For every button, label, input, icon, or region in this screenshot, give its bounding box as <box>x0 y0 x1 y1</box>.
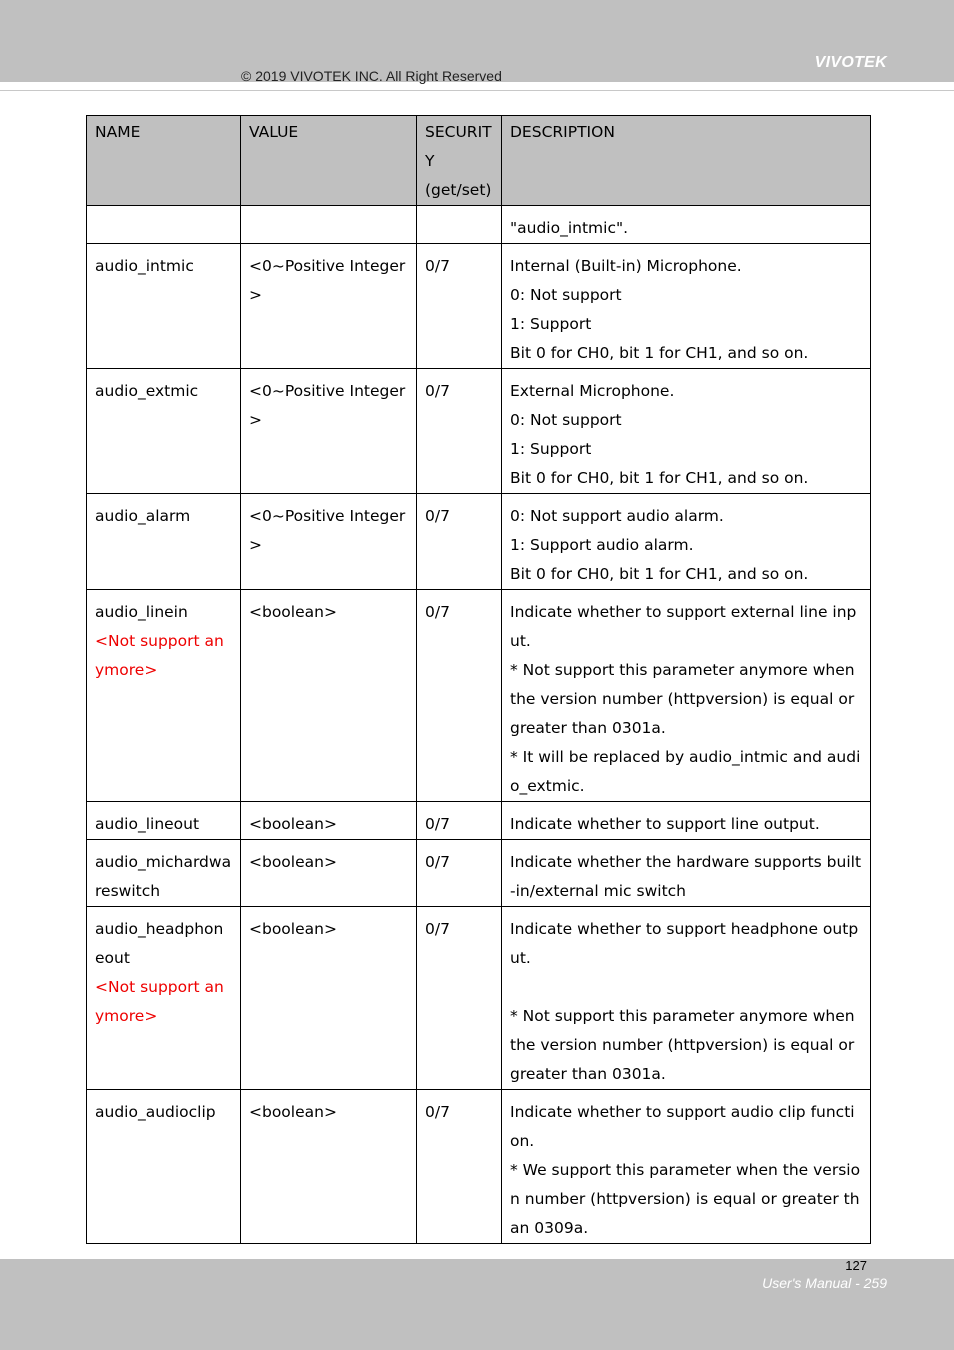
cell-name <box>87 907 241 1090</box>
desc-line: Indicate whether to support audio clip function. <box>510 1103 855 1150</box>
desc-line: Bit 0 for CH0, bit 1 for CH1, and so on. <box>510 469 809 487</box>
cell-security: 0/7 <box>417 369 502 494</box>
desc-line: * Not support this parameter anymore when the version number (httpversion) is equal or greater than 0301a. <box>510 661 855 737</box>
cell-description <box>502 907 871 1090</box>
param-name: audio_linein <box>95 603 188 621</box>
desc-line: Bit 0 for CH0, bit 1 for CH1, and so on. <box>510 565 809 583</box>
table-row <box>87 907 871 1090</box>
table-row <box>87 840 871 907</box>
table-row <box>87 369 871 494</box>
desc-line: 1: Support <box>510 440 592 458</box>
header-value: VALUE <box>241 116 417 206</box>
table-header-row <box>87 116 871 206</box>
desc-line: Indicate whether to support headphone output. <box>510 920 859 967</box>
cell-name: audio_alarm <box>87 494 241 590</box>
table-row <box>87 244 871 369</box>
cell-description <box>502 244 871 369</box>
table-row <box>87 590 871 802</box>
cell-security: 0/7 <box>417 802 502 840</box>
cell-security <box>417 206 502 244</box>
cell-security: 0/7 <box>417 907 502 1090</box>
manual-page-label: User's Manual - 259 <box>762 1275 887 1291</box>
header-security-line2: (get/set) <box>425 181 492 199</box>
desc-line: * Not support this parameter anymore when the version number (httpversion) is equal or greater than 0301a. <box>510 1007 855 1083</box>
cell-value: <boolean> <box>241 1090 417 1244</box>
parameter-table <box>86 115 871 1244</box>
cell-description <box>502 494 871 590</box>
header-divider <box>0 90 954 91</box>
desc-line: Indicate whether to support line output. <box>510 815 820 833</box>
cell-value: <boolean> <box>241 590 417 802</box>
table-row <box>87 494 871 590</box>
cell-description <box>502 1090 871 1244</box>
desc-line: Indicate whether the hardware supports built-in/external mic switch <box>510 853 862 900</box>
cell-name: audio_intmic <box>87 244 241 369</box>
desc-line: 1: Support audio alarm. <box>510 536 694 554</box>
desc-line: 1: Support <box>510 315 592 333</box>
cell-security: 0/7 <box>417 840 502 907</box>
desc-line: 0: Not support <box>510 286 622 304</box>
header-security-line1: SECURITY <box>425 123 492 170</box>
cell-security: 0/7 <box>417 590 502 802</box>
header-description: DESCRIPTION <box>502 116 871 206</box>
cell-name <box>87 590 241 802</box>
desc-line: Indicate whether to support external line input. <box>510 603 857 650</box>
cell-description <box>502 802 871 840</box>
cell-description <box>502 590 871 802</box>
cell-value: <0~Positive Integer> <box>241 244 417 369</box>
cell-name: audio_audioclip <box>87 1090 241 1244</box>
deprecated-note: <Not support anymore> <box>95 632 224 679</box>
desc-spacer <box>510 973 862 1002</box>
cell-description <box>502 206 871 244</box>
cell-name: audio_michardwareswitch <box>87 840 241 907</box>
desc-line: * We support this parameter when the version number (httpversion) is equal or greater than 0309a. <box>510 1161 861 1237</box>
cell-name: audio_lineout <box>87 802 241 840</box>
header-name: NAME <box>87 116 241 206</box>
cell-value: <boolean> <box>241 802 417 840</box>
cell-description <box>502 840 871 907</box>
copyright-text: © 2019 VIVOTEK INC. All Right Reserved <box>241 68 502 84</box>
brand-logo: VIVOTEK <box>814 54 887 71</box>
desc-line: "audio_intmic". <box>510 219 629 237</box>
cell-name <box>87 206 241 244</box>
cell-value <box>241 206 417 244</box>
footer-band <box>0 1259 954 1350</box>
cell-description <box>502 369 871 494</box>
cell-value: <0~Positive Integer> <box>241 369 417 494</box>
cell-name: audio_extmic <box>87 369 241 494</box>
cell-value: <boolean> <box>241 840 417 907</box>
table-row <box>87 802 871 840</box>
cell-security: 0/7 <box>417 494 502 590</box>
cell-security: 0/7 <box>417 244 502 369</box>
table-row <box>87 1090 871 1244</box>
desc-line: 0: Not support <box>510 411 622 429</box>
desc-line: Bit 0 for CH0, bit 1 for CH1, and so on. <box>510 344 809 362</box>
desc-line: 0: Not support audio alarm. <box>510 507 724 525</box>
desc-line: Internal (Built-in) Microphone. <box>510 257 742 275</box>
desc-line: * It will be replaced by audio_intmic and audio_extmic. <box>510 748 861 795</box>
page-number: 127 <box>845 1258 867 1273</box>
desc-line: External Microphone. <box>510 382 675 400</box>
param-name: audio_headphoneout <box>95 920 224 967</box>
cell-security: 0/7 <box>417 1090 502 1244</box>
deprecated-note: <Not support anymore> <box>95 978 224 1025</box>
cell-value: <boolean> <box>241 907 417 1090</box>
header-security <box>417 116 502 206</box>
cell-value: <0~Positive Integer> <box>241 494 417 590</box>
table-row <box>87 206 871 244</box>
